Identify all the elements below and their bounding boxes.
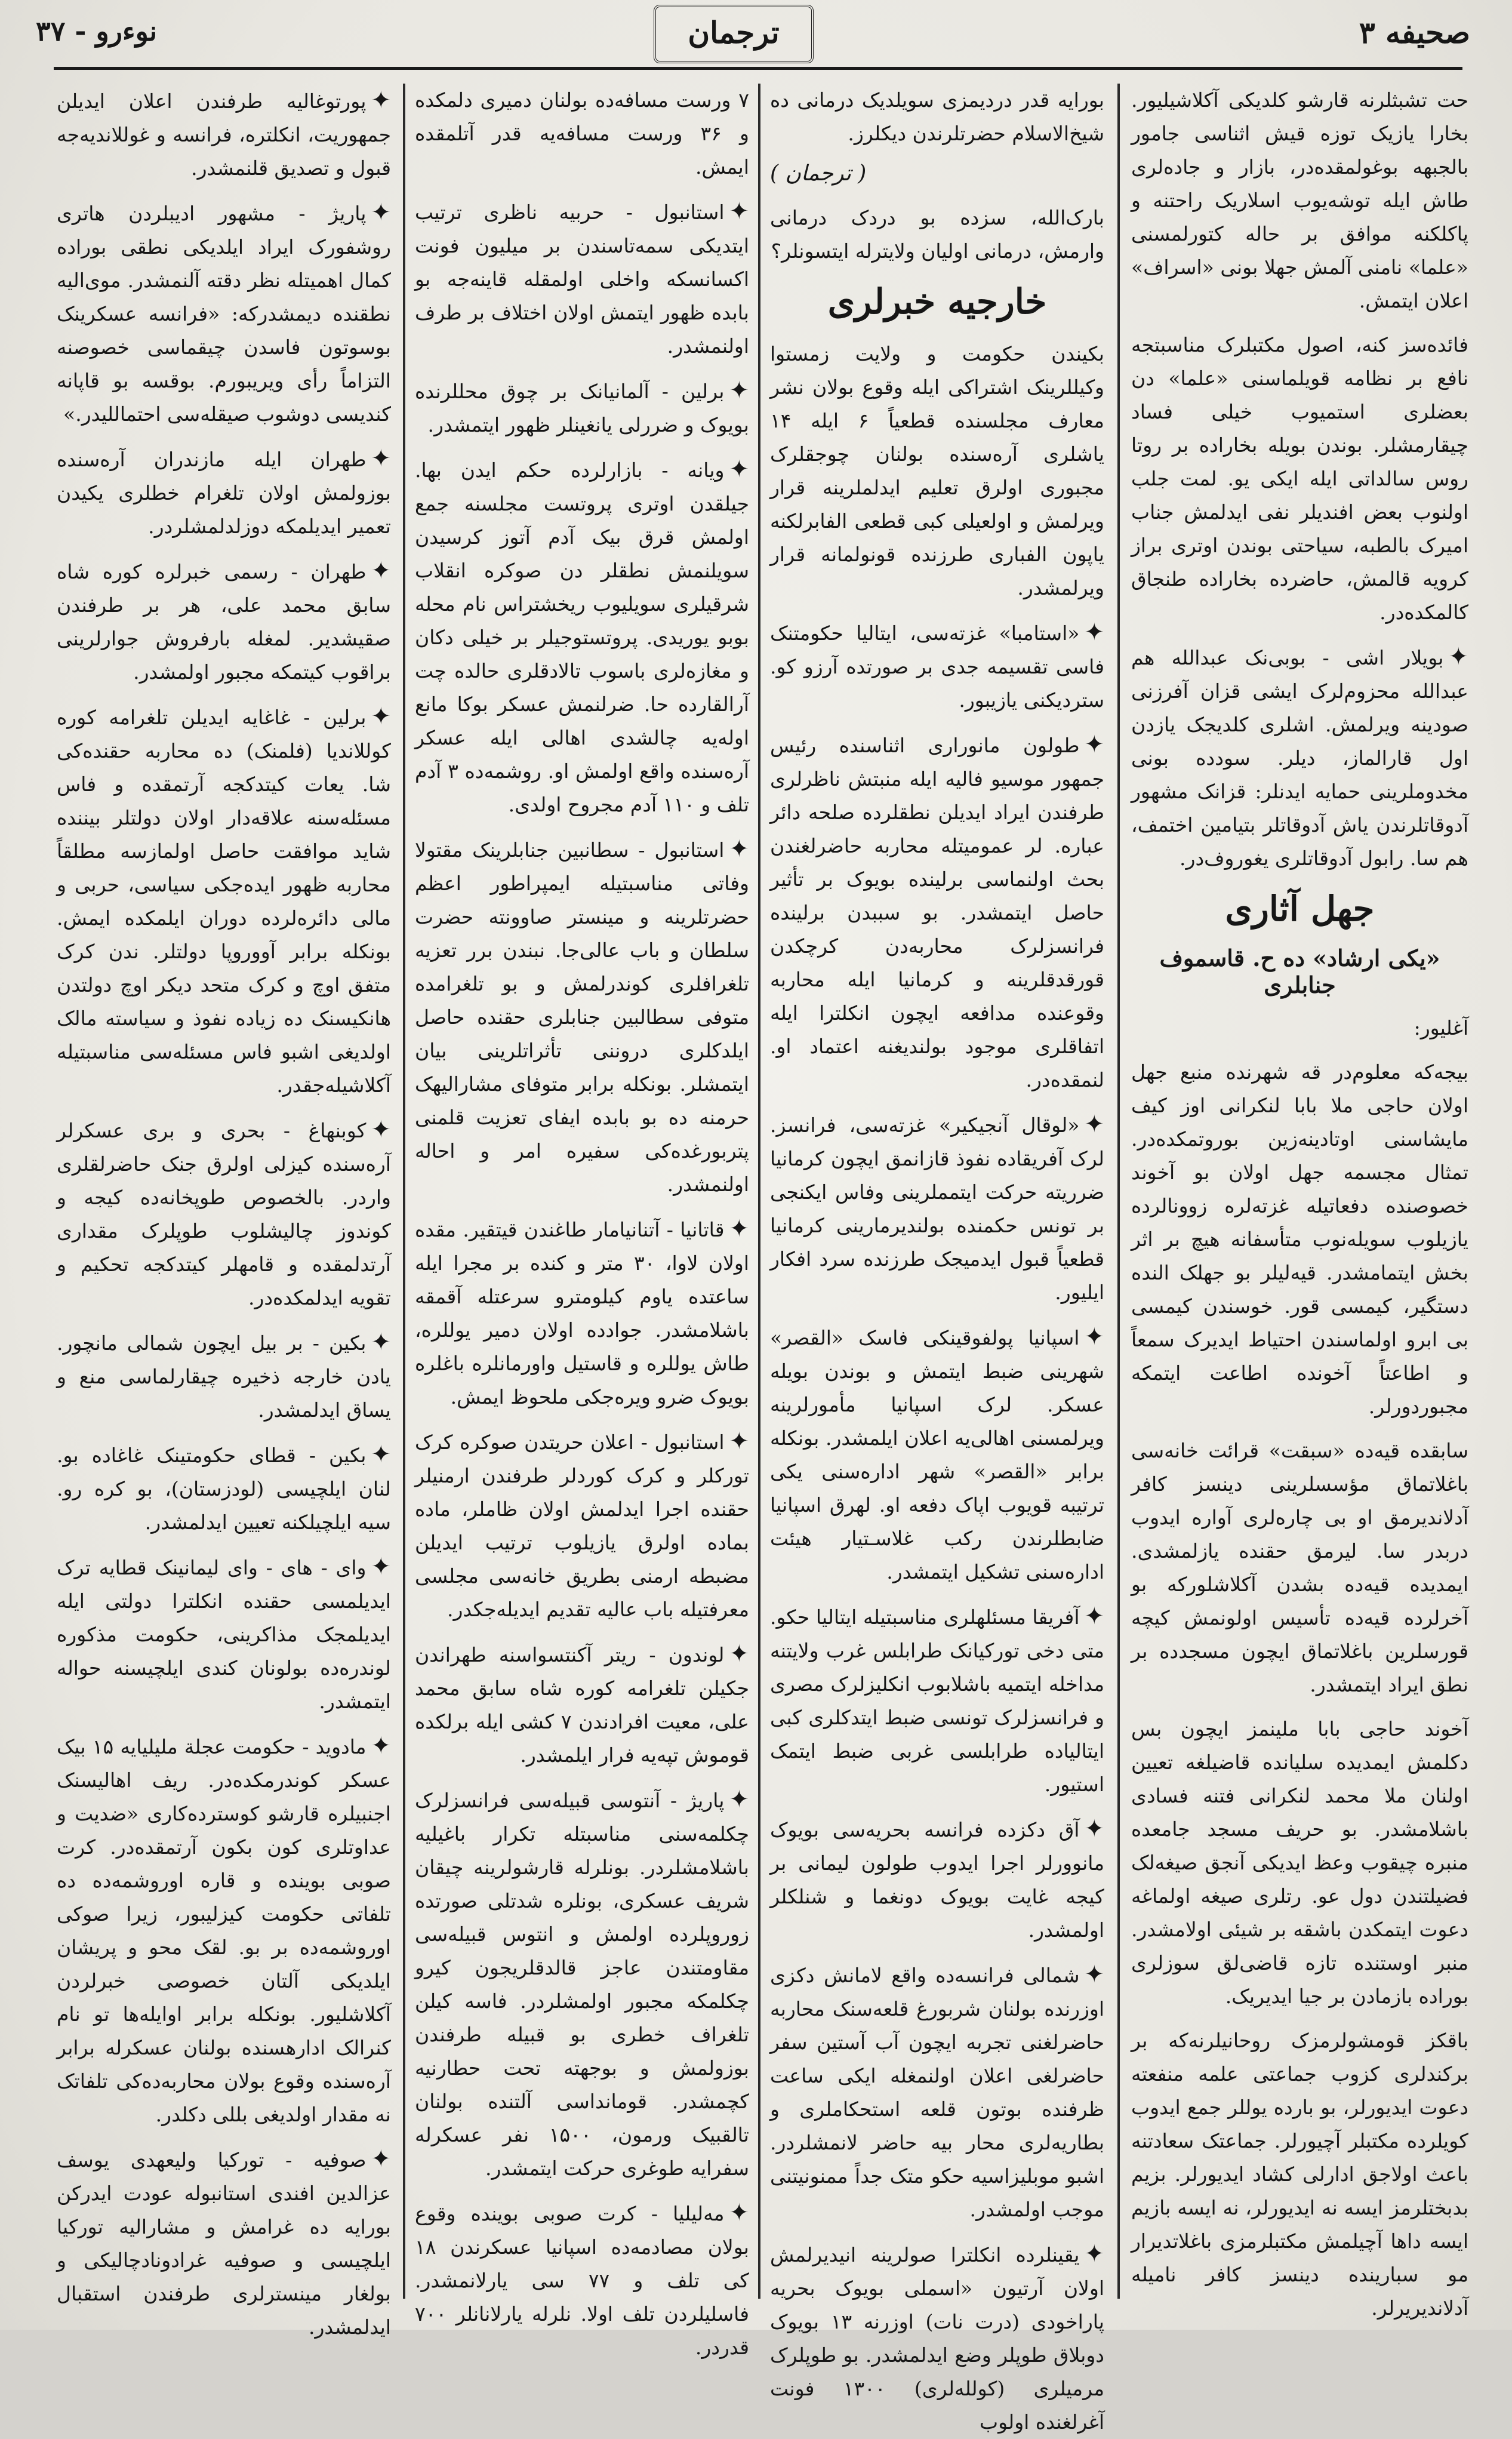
bullet-icon: ✦ (1084, 731, 1104, 758)
news-item (770, 1108, 1104, 1309)
news-item (770, 1320, 1104, 1589)
bullet-icon: ✦ (371, 1553, 391, 1580)
news-item (57, 1729, 391, 2132)
news-item (57, 2142, 391, 2344)
news-item (415, 453, 749, 822)
news-text: پاریژ - آنتوسی قبیله‌سی فرانسزلرک چکلمه‌سنی مناسبتله تکرار باغیلیه باشلامشلردر. بونلرله قارشولرینه چیقان شریف عسکری، بونلره شدتلی صورتده زوروپلرده اولمش و انتوس قبیله‌سی مقاومتندن عاجز قالدقلریجون کیرو چکلمکه مجبور اولمشلردر. فاسه کیلن تلغراف خطری بو قبیله طرفندن بوزولمش و بوجهته تحت حطارنیه کچمشدر. قومانداسی آلتنده بولنان تالقبیک ورمون، ۱۵۰۰ نفر عسکرله سفرایه طوغری حرکت ایتمشدر. (415, 1789, 749, 2180)
header-issue-date: نوءرو - ۳۷ (36, 15, 158, 47)
bullet-icon: ✦ (371, 1328, 391, 1356)
header-rule (54, 67, 1462, 70)
news-item (57, 84, 391, 185)
article-paragraph: باقکز قومشولرمزک روحانیلرنه‌که بر برکندلری کزوب جماعتی علمه منفعته دعوت ایدیورلر، بو بارده یوللر جمع ایدوب کویلرده مکتبلر آچیورلر. جماعتک سعادتنه باعث اولاجق ادارلی کشاد ایدیورلر. بزیم بدبختلرمز ایسه نه ایدیورلر، نه ایسه بازیم ایسه داها آچیلمش مکتبلرمزی باغلاتدیرار مو سبارینده دینسز کافر نامیله آدلاندیریرلر. (1131, 2029, 1468, 2320)
article-source-line: «یکی ارشاد» ده ح. قاسموف جنابلری (1159, 945, 1440, 998)
bullet-icon: ✦ (1084, 1603, 1104, 1630)
bullet-icon: ✦ (1084, 1961, 1104, 1988)
news-text: مادوید - حکومت عجلة ملیلیایه ۱۵ بیک عسکر کوندرمکده‌در. ریف اهالیسنک اجنبیلره قارشو کوسترده‌کاری «ضدیت و عداوتلری کون بکون آرتمقده‌در. کرت صوبی بوینده و قاره اوروشمه‌ده ده تلفاتی حکومت کیزلیبور، زیرا صوکی اوروشمه‌ده بر بو. لقک محو و پریشان ایلدیکی آلتان خصوصی خبرلردن آکلاشلیور. بونکله برابر اوایله‌ها تو نام کنرالک ادارهسنده بولنان عسکرله برابر آره‌سنده وقوع بولان محاربه‌ده‌کی تلفاتک نه مقدار اولدیغی بللی دکلدر. (57, 1735, 391, 2126)
article-paragraph: آخوند حاجی بابا ملینمز ایچون بس دکلمش ایمدیده سلیانده قاضیلغه تعیین اولنان ملا محمد لنکرانی فتنه فسادی باشلامشدر. بو حریف مسجد جامعده منبره چیقوب وعظ ایدیکی آنجق صیغه‌لک فضیلتندن دول عو. رتلری صیغه اولماغه دعوت ایتمکدن باشقه بر شیئی اولامشدر. منبر اوستنده تازه قاضی‌لق سوزلری بوراده بازمادن بر جیا ایدیریک. (1131, 1717, 1468, 2008)
bullet-icon: ✦ (729, 2199, 749, 2226)
news-text: اسپانیا پولفوقینکی فاسک «القصر» شهرینی ضبط ایتمش و بوندن بویله عسکر. لرک اسپانیا مأمورلرینه ویرلمسنی اهالی‌یه اعلان ایلمشدر. بونکله برابر «القصر» شهر اداره‌سنی یکی ترتیبه قویوب اپاک دفعه او. لهرق اسپانیا ضابطلرندن رکب غلاسـتیار هیئت اداره‌سنی تشکیل ایتمشدر. (770, 1326, 1104, 1583)
article-paragraph: حت تشبثلرنه قارشو کلدیکی آکلاشیلیور. بخارا یازیک توزه قیش اثناسی جامور بالجبهه بوغولمقده‌در، بازار و جاده‌لری طاش ایله توشه‌یوب اسلاریک راحتنه و پاکلکنه موافق بر حاله کتورلمسنی «علما» نامنی آلمش جهلا بونی «اسراف» اعلان ایتمش. (1131, 88, 1468, 312)
news-text: استانبول - اعلان حریتدن صوکره کرک تورکلر و کرک کوردلر طرفندن ارمنیلر حقنده اجرا ایدلمش اولان ظاملر، ماده بماده اولرق یازیلوب ترتیب ایدیلن مضبطه ارمنی بطریق خانه‌سی مجلسی معرفتیله باب عالیه تقدیم ایدیله‌جکدر. (415, 1431, 749, 1621)
news-text: کوبنهاغ - بحری و بری عسکرلر آره‌سنده کیزلی اولرق جنک حاضرلقلری واردر. بالخصوص طوپخانه‌ده کیجه و کوندوز چالیشلوب طوپلرک مقداری آرتدلمقده و قامهلر کیتدکجه تحکیم و تقویه ایدلمکده‌در. (57, 1119, 391, 1309)
bullet-icon: ✦ (371, 557, 391, 585)
news-item (57, 1113, 391, 1315)
news-item (415, 195, 749, 363)
news-text: ویانه - بازارلرده حکم ایدن بها. جیلقدن اوتری پروتست مجلسنه جمع اولمش قرق بیک آدم آتوز کرسیدن سویلنمش نطقلر دن صوکره انقلاب شرقیلری سویلیوب ریخشتراس نام محله بوبو یوریدی. پروتستوجیلر بر خیلی دکان و مغازه‌لری باسوب تالادقلری حالده چت آرالقارده حا. ضرلنمش عسکر بوکا مانع اوله‌یه چالشدی اهالی ایله عسکر آره‌سنده واقع اولمش او. روشمه‌ده ۳ آدم تلف و ۱۱۰ آدم مجروح اولدی. (415, 459, 749, 816)
bullet-icon: ✦ (1084, 2240, 1104, 2268)
news-item (415, 1637, 749, 1772)
news-text: برلین - غاغایه ایدیلن تلغرامه کوره کوللاندیا (فلمنک) ده محاربه حقنده‌کی شا. یعات کیتدکجه آرتمقده و فاس مسئله‌سنه علاقه‌دار اولان دولتلر بیننده شاید موافقت حاصل اولمازسه مطلقاً محاربه ظهور ایده‌جکی سیاسی، حربی و مالی دائره‌لرده دوران ایلمکده ایمش. بونکله برابر آووروپا دولتلر. ندن کرک متفق اوچ و کرک متحد دیکر اوچ دولتدن هانکیسنک ده زیاده نفوذ و سیاسته مالک اولدیغی اشبو فاس مسئله‌سی مناسبتیله آکلاشیله‌جقدر. (57, 706, 391, 1097)
column-1 (1131, 84, 1468, 2320)
column-divider (403, 84, 405, 2299)
news-item (770, 1600, 1104, 1801)
bullet-icon: ✦ (371, 1116, 391, 1143)
bullet-icon: ✦ (729, 1428, 749, 1455)
news-text: وای - های - وای لیمانینک قطایه ترک ایدیلمسی حقنده انکلترا دولتی ایله ایدیلمجک مذاکرینی، حکومت مذکوره لوندره‌ده بولونان کندی ایلچیسنه حواله ایتمشدر. (57, 1556, 391, 1713)
news-item (770, 616, 1104, 717)
news-item (57, 554, 391, 689)
header-page-number: صحیفه ۳ (1359, 15, 1470, 50)
news-item (57, 1325, 391, 1427)
news-item (415, 1425, 749, 1626)
news-text: پورتوغالیه طرفندن اعلان ایدیلن جمهوریت، انکلتره، فرانسه و غوللاندیه‌جه قبول و تصدیق قلنمشدر. (57, 90, 391, 180)
article-paragraph (1131, 640, 1468, 875)
article-signature: ( ترجمان ) (770, 161, 867, 186)
news-text: «استامبا» غزته‌سی، ایتالیا حکومتنک فاسی تقسیمه جدی بر صورتده آرزو کو. ستردیکنی یازیبور. (770, 622, 1104, 712)
bullet-icon: ✦ (371, 445, 391, 472)
news-text: برلین - آلمانیانک بر چوق محللرنده بویوک و ضررلی یانغینلر ظهور ایتمشدر. (415, 380, 749, 436)
section-title: خارجیه خبرلری (827, 281, 1047, 322)
news-text: طهران ایله مازندران آره‌سنده بوزولمش اولان تلغرام خطلری یکیدن تعمیر ایدیلمکه دوزلدلمشلردر. (57, 448, 391, 538)
news-item (770, 1958, 1104, 2226)
news-item (415, 374, 749, 442)
news-item (57, 700, 391, 1102)
news-text: بکین - بر بیل ایچون شمالی مانچور. یادن خارجه ذخیره چیقارلماسی منع و یساق ایدلمشدر. (57, 1331, 391, 1422)
bullet-icon: ✦ (729, 835, 749, 863)
bullet-icon: ✦ (371, 87, 391, 114)
column-2 (770, 84, 1104, 2434)
news-text: پاریژ - مشهور ادیبلردن هاتری روشفورک ایراد ایلدیکی نطقی بوراده کمال اهمیتله نظر دقته آلنمشدر. موی‌الیه نطقنده دیمشدرکه: «فرانسه عسکرینک بوسوتون فاسدن چیقماسی خصوصنه التزاماً رأی ویریبورم. بوقسه بو قاپانه کندیسی دوشوب صیقله‌سی احتماللیدر.» (57, 202, 391, 426)
news-item (415, 1783, 749, 2185)
bullet-icon: ✦ (729, 456, 749, 483)
bullet-icon: ✦ (1084, 619, 1104, 646)
news-text: «لوقال آنجیکیر» غزته‌سی، فرانسز. لرک آفریقاده نفوذ قازانمق ایچون کرمانیا ضرریته حرکت ایتمملرینی وفاس ایکنجی بر تونس حکمنده بولندیرمارینی کرمانیا قطعیاً قبول ایدمیجک طرزنده سرد افکار ایلیور. (770, 1114, 1104, 1304)
bullet-icon: ✦ (371, 1732, 391, 1760)
news-text: صوفیه - تورکیا ولیعهدی یوسف عزالدین افندی استانبوله عودت ایدرکن بورایه ده غرامش و مشارالیه تورکیا ایلچیسی و صوفیه غرادونادچالیکی و بولغار مینسترلری طرفندن استقبال ایدلمشدر. (57, 2148, 391, 2339)
article-paragraph: فائده‌سز کنه، اصول مکتبلرک مناسبتجه نافع بر نظامه قویلماسنی «علما» دن بعضلری استمیوب خیلی فساد چیقارمشلر. بوندن بویله بخاراده بر روتا روس سالداتی ایله ایکی یو. لمت جلب اولنوب بعض افندیلر نفی ایدلمش جناب امیرک بالطبه، سیاحتی بوندن اوتری براز کرویه قالمش، حاضرده بخاراده طنجاق کالمکده‌در. (1131, 333, 1468, 624)
bullet-icon: ✦ (729, 1786, 749, 1813)
article-paragraph: بورایه قدر دردیمزی سویلدیک درمانی ده شیخ‌الاسلام حضرتلرندن دیکلرز. (770, 88, 1104, 145)
bullet-icon: ✦ (1084, 1111, 1104, 1138)
news-text: استانبول - حربیه ناظری ترتیب ایتدیکی سمه‌تاسندن بر میلیون فونت اکسانسکه واخلی اولمقله قاینه‌جه بو بابده ظهور ایتمش اولان اختلاف بر طرف اولنمشدر. (415, 201, 749, 358)
article-text: بویلار اشی - بوبی‌نک عبدالله هم عبدالله محزوم‌لرک ایشی قزان آفرزنی صودینه ویرلمش. اشلری کلدیجک یازدن اول قارالماز، دیلر. سودده بونی مخدوملرینی حمایه ایدنلر: قزانک مشهور آدوقاتلرندن یاش آدوقاتلر بتیامین اختمف، هم سا. رابول آدوقاتلری یغوروف‌در. (1131, 646, 1468, 870)
news-text: طولون مانوراری اثناسنده رئیس جمهور موسیو فالیه ایله منبتش ناظرلری طرفندن ایراد ایدیلن نطقلرده صلحه دائر عباره. لر عمومیتله محاربه حاضرلغندن بحث اولنماسی برلینده بویوک بر تأثیر حاصل ایتمشدر. بو سببدن برلینده فرانسزلرک محاربه‌دن کرچکدن قورقدقلرینه و کرمانیا ایله محاربه وقوعنده مدافعه ایچون انکلترا ایله اتفاقلری موجود بولندیغنه اعتماد او. لنمقده‌در. (770, 734, 1104, 1091)
news-item (57, 442, 391, 543)
column-divider (1117, 84, 1120, 2299)
bullet-icon: ✦ (729, 198, 749, 225)
news-text: قاتانیا - آتنانیامار طاغندن قیتقیر. مقده اولان لاوا، ۳۰ متر و کنده بر مجرا ایله ساعتده یاوم کیلومترو سرعتله آقمقه باشلامشدر. جوادده اولان دمیر یوللره، طاش یوللره و قاستیل واورمانلره باغلره بویوک ضرو ویره‌جکی ملحوظ ایمش. (415, 1218, 749, 1408)
bullet-icon: ✦ (729, 377, 749, 404)
bullet-icon: ✦ (1084, 1323, 1104, 1351)
article-paragraph: بیجه‌که معلوم‌در قه شهرنده منبع جهل اولان حاجی ملا بابا لنکرانی اوز کیف مایشاسنی اوتادینه‌زین بوروتمکده‌در. تمثال مجسمه جهل اولان بو آخوند خصوصنده دفعاتیله غزته‌لره زوونالرده یازیلوب سویله‌نوب متأسفانه هیچ بر اثر بخش ایتمامشدر. قیه‌لیلر بو جهلک النده دستگیر، کیمسی قور. خوسندن کیمسی بی ابرو اولماسندن احتیاط ایدیرک سمعاً و اطاعتاً آخونده اطاعت ایتمکه مجبوردورلر. (1131, 1060, 1468, 1418)
news-item (57, 1550, 391, 1718)
section-title: جهل آثاری (1225, 888, 1375, 929)
news-item (57, 196, 391, 431)
news-text: طهران - رسمی خبرلره کوره شاه سابق محمد علی، هر بر طرفندن صقیشدیر. لمغله بارفروش جوارلرینی براقوب کیتمکه مجبور اولمشدر. (57, 560, 391, 684)
bullet-icon: ✦ (371, 2145, 391, 2173)
bullet-icon: ✦ (371, 1441, 391, 1468)
news-text: آفریقا مسئلهلری مناسبتیله ایتالیا حکو. متی دخی تورکیانک طرابلس غرب ولایتنه مداخله ایتمیه باشلابوب انکلیزلرک مصری و فرانسزلرک تونسی ضبط ایتدکلری کبی ایتالیاده طرابلسی غربی ضبط ایتمک استیور. (770, 1606, 1104, 1796)
news-text: شمالی فرانسه‌ده واقع لامانش دکزی اوزرنده بولنان شربورغ قلعه‌سنک محاربه حاضرلغنی تجربه ایچون آب آستین سفر حاضرلغی اعلان اولنمغله ایکی ساعت ظرفنده بوتون قلعه استحکاملری و بطاریه‌لری محار بیه حاضر لانمشلردر. اشبو موبلیزاسیه حکو متک جداً ممنونیتنی موجب اولمشدر. (770, 1964, 1104, 2221)
news-item (770, 728, 1104, 1097)
news-item (57, 1438, 391, 1539)
article-paragraph: بارک‌الله، سزده بو دردک درمانی وارمش، درمانی اولیان ولایترله ایتسونلر؟ (770, 206, 1104, 263)
news-item (415, 1212, 749, 1414)
news-text: استانبول - سطانبین جنابلرینک مقتولا وفاتی مناسبتیله ایمپراطور اعظم حضرتلرینه و مینستر صاوونته حضرت سلطان و باب عالی‌جا. نبندن برر تعزیه تلغرافلری کوندرلمش و بو تلغرامده متوفی سطالبین جنابلری حقنده حاصل ایلدکلری دروننی تأثراتلرینی بیان ایتمشلر. بونکله برابر متوفای مشارالیهک حرمنه ده بو بابده ایفای تعزیت قلمنی پتربورغده‌کی سفیره امر و احاله اولنمشدر. (415, 838, 749, 1196)
article-paragraph: آغلیور: (1414, 1016, 1468, 1039)
news-item (770, 1812, 1104, 1947)
header-masthead: ترجمان (654, 5, 814, 63)
news-item (415, 832, 749, 1201)
bullet-icon: ✦ (729, 1215, 749, 1242)
column-divider (758, 84, 760, 2299)
news-text: آق دکزده فرانسه بحریه‌سی بویوک مانوورلر اجرا ایدوب طولون لیمانی بر کیجه غایت بویوک دونغما و شنلکلر اولمشدر. (770, 1818, 1104, 1942)
column-4 (57, 84, 391, 2339)
news-text: مه‌لیلیا - کرت صوبی بوینده وقوع بولان مصادمه‌ده اسپانیا عسکرندن ۱۸ کی تلف و ۷۷ سی یارلانمشدر. فاسلیلردن تلف اولا. نلرله یارلانانلر ۷۰۰ قدردر. (415, 2202, 749, 2359)
column-3 (415, 84, 749, 2359)
bullet-icon: ✦ (371, 703, 391, 730)
news-text: لوندون - ریتر آکنتسواسنه طهراندن جکیلن تلغرامه کوره شاه سابق محمد علی، معیت افرادندن ۷ کشی ایله برلکده قوموش تپه‌یه فرار ایلمشدر. (415, 1643, 749, 1767)
bullet-icon: ✦ (729, 1640, 749, 1668)
news-item: ۷ ورست مسافه‌ده بولنان دمیری دلمکده و ۳۶ ورست مسافه‌یه قدر آتلمقده ایمش. (415, 88, 749, 179)
article-paragraph: بکیندن حکومت و ولایت زمستوا وکیللرینک اشتراکی ایله وقوع بولان نشر معارف مجلسنده قطعیاً ۶ ایله ۱۴ یاشلری آره‌سنده بولنان چوجقلرک مجبوری اولرق تعلیم ایدلملرینه قرار ویرلمش و اولعیلی کبی قطعی الفابرلکنه یاپون الفباری طرزنده قونولمانه قرار ویرلمشدر. (770, 342, 1104, 599)
news-item (415, 2196, 749, 2364)
news-text: بکین - قطای حکومتینک غاغاده بو. لنان ایلچیسی (لودزستان)، بو کره رو. سیه ایلچیلکنه تعیین ایدلمشدر. (57, 1444, 391, 1534)
news-text: یقینلرده انکلترا صولرینه انیدیرلمش اولان آرتیون «اسملی بویوک بحریه پاراخودی (درت نات) اوزرنه ۱۳ بویوک دوبلاق طوپلر وضع ایدلمشدر. بو طوپلرک مرمیلری (کولله‌لری) ۱۳۰۰ فونت آغرلغنده اولوب (770, 2243, 1104, 2434)
bullet-icon: ✦ (1084, 1815, 1104, 1843)
news-item (770, 2237, 1104, 2439)
article-paragraph: سابقده قیه‌ده «سبقت» قرائت خانه‌سی باغلاتماق مؤسسلرینی دینسز کافر آدلاندیرمق او بی چاره‌لری آواره ایدوب دربدر سا. لیرمق حقنده یازلمشدی. ایمدیده قیه‌ده بشدن آکلاشلورکه بو آخرلرده قیه‌ده تأسیس اولونمش کیچه قورسلرین باغلاتماق ایچون مسجدده بر نطق ایراد ایتمشدر. (1131, 1439, 1468, 1696)
bullet-icon: ✦ (1448, 643, 1468, 671)
bullet-icon: ✦ (371, 199, 391, 226)
